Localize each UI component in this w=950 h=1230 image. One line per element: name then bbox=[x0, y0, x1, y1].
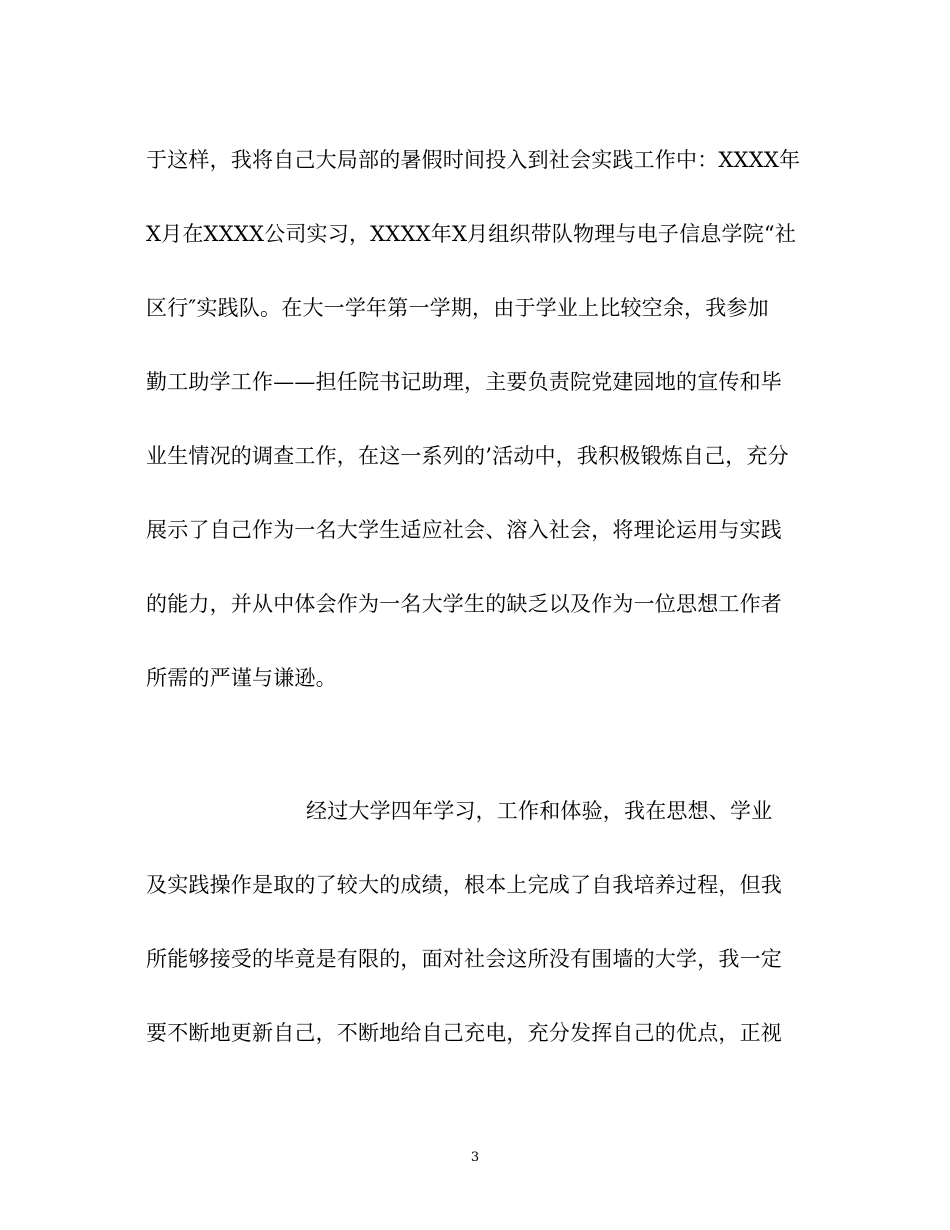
paragraph-1-line-7: 的能力，并从中体会作为一名大学生的缺乏以及作为一位思想工作者 bbox=[146, 592, 782, 616]
paragraph-2-line-1: 经过大学四年学习，工作和体验，我在思想、学业 bbox=[306, 799, 773, 823]
paragraph-2-line-4: 要不断地更新自己，不断地给自己充电，充分发挥自己的优点，正视 bbox=[146, 1021, 782, 1045]
paragraph-1-line-6: 展示了自己作为一名大学生适应社会、溶入社会，将理论运用与实践 bbox=[146, 518, 782, 542]
paragraph-2-line-2: 及实践操作是取的了较大的成绩，根本上完成了自我培养过程，但我 bbox=[146, 873, 782, 897]
paragraph-1-line-8: 所需的严谨与谦逊。 bbox=[146, 666, 337, 690]
paragraph-1-line-4: 勤工助学工作——担任院书记助理，主要负责院党建园地的宣传和毕 bbox=[146, 370, 782, 394]
paragraph-1-line-3: 区行″实践队。在大一学年第一学期，由于学业上比较空余，我参加 bbox=[146, 296, 769, 320]
page-number: 3 bbox=[470, 1150, 480, 1165]
paragraph-2-line-3: 所能够接受的毕竟是有限的，面对社会这所没有围墙的大学，我一定 bbox=[146, 947, 782, 971]
paragraph-1-line-2: X月在XXXX公司实习，XXXX年X月组织带队物理与电子信息学院“社 bbox=[146, 222, 797, 246]
paragraph-1-line-5: 业生情况的调查工作，在这一系列的’活动中，我积极锻炼自己，充分 bbox=[146, 444, 789, 468]
paragraph-1-line-1: 于这样，我将自己大局部的暑假时间投入到社会实践工作中：XXXX年 bbox=[146, 148, 801, 172]
